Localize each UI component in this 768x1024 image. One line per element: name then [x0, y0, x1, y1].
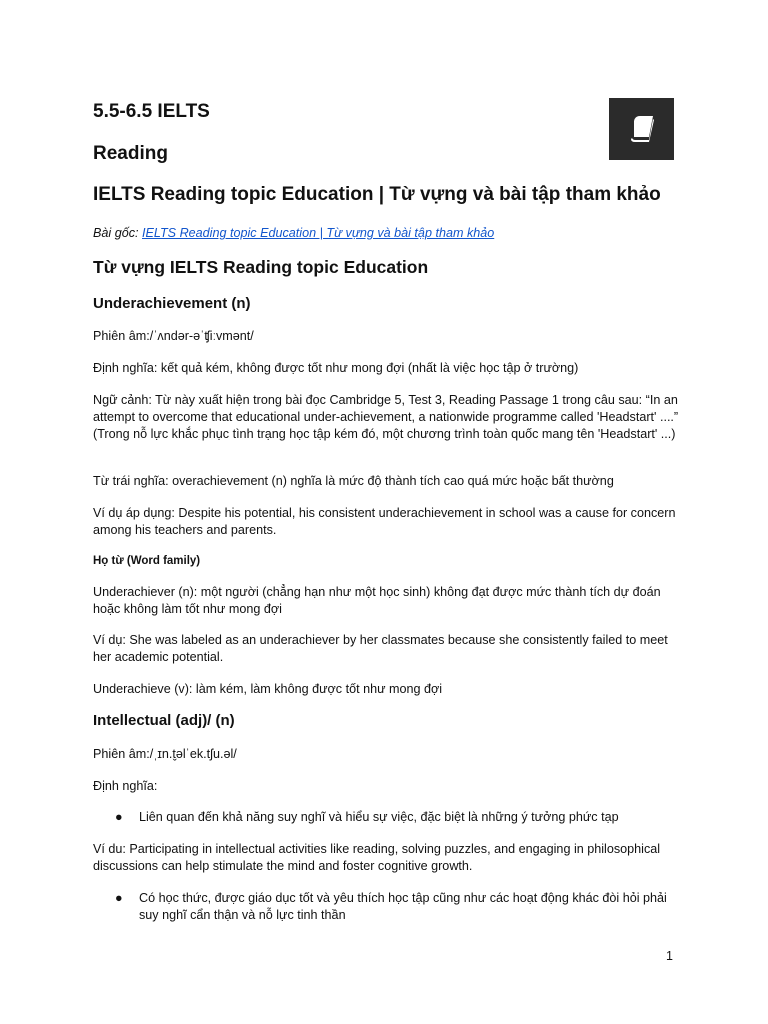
page-number: 1 [666, 949, 673, 963]
book-icon [625, 112, 659, 146]
source-line [93, 226, 494, 240]
word-heading-intellectual: Intellectual (adj)/ (n) [93, 712, 235, 729]
definition-bullet: Liên quan đến khả năng suy nghĩ và hiểu sự việc, đặc biệt là những ý tưởng phức tạp [139, 810, 619, 824]
book-logo [609, 98, 674, 160]
example: Ví dụ áp dụng: Despite his potential, his consistent underachievement in school was a cause for concern among his teachers and parents. [93, 506, 676, 537]
definition: Định nghĩa: kết quả kém, không được tốt như mong đợi (nhất là việc học tập ở trường) [93, 361, 579, 375]
word-family-item: Underachieve (v): làm kém, làm không được tốt như mong đợi [93, 682, 443, 696]
definition-label: Định nghĩa: [93, 779, 158, 793]
doc-label-skill: Reading [93, 143, 168, 164]
bullet-icon: ● [115, 810, 123, 824]
pronunciation: Phiên âm:/ˌɪn.t̬əlˈek.tʃu.əl/ [93, 747, 237, 761]
definition-bullet: Có học thức, được giáo dục tốt và yêu thích học tập cũng như các hoạt động khác đòi hỏi phải suy nghĩ cẩn thận và nỗ lực tinh thần [139, 891, 667, 922]
section-title: Từ vựng IELTS Reading topic Education [93, 257, 429, 277]
word-family-example: Ví dụ: She was labeled as an underachiever by her classmates because she consistently failed to meet her academic potential. [93, 633, 668, 664]
source-label: Bài gốc: [93, 226, 143, 240]
pronunciation: Phiên âm:/ˈʌndər-əˈʧiːvmənt/ [93, 329, 254, 343]
word-family-item: Underachiever (n): một người (chẳng hạn như một học sinh) không đạt được mức thành tích dự đoán hoặc không làm tốt như mong đợi [93, 585, 661, 616]
page-title: IELTS Reading topic Education | Từ vựng và bài tập tham khảo [93, 184, 661, 205]
source-link[interactable]: IELTS Reading topic Education | Từ vựng và bài tập tham khảo [142, 226, 495, 240]
example: Ví du: Participating in intellectual activities like reading, solving puzzles, and engaging in philosophical discussions can help stimulate the mind and foster cognitive growth. [93, 842, 661, 873]
bullet-icon: ● [115, 891, 123, 905]
doc-label-band: 5.5-6.5 IELTS [93, 101, 210, 122]
antonym: Từ trái nghĩa: overachievement (n) nghĩa là mức độ thành tích cao quá mức hoặc bất thường [93, 474, 614, 488]
word-heading-underachievement: Underachievement (n) [93, 295, 251, 312]
word-family-heading: Họ từ (Word family) [93, 555, 201, 567]
context-paragraph: Ngữ cảnh: Từ này xuất hiện trong bài đọc Cambridge 5, Test 3, Reading Passage 1 trong câu sau: “In an attempt to overcome that educational under-achievement, a nationwide programme called 'Headstart' ....” (Trong nỗ lực khắc phục tình trạng học tập kém đó, một chương trình toàn quốc mang tên 'Headstart' ...) [93, 393, 679, 441]
